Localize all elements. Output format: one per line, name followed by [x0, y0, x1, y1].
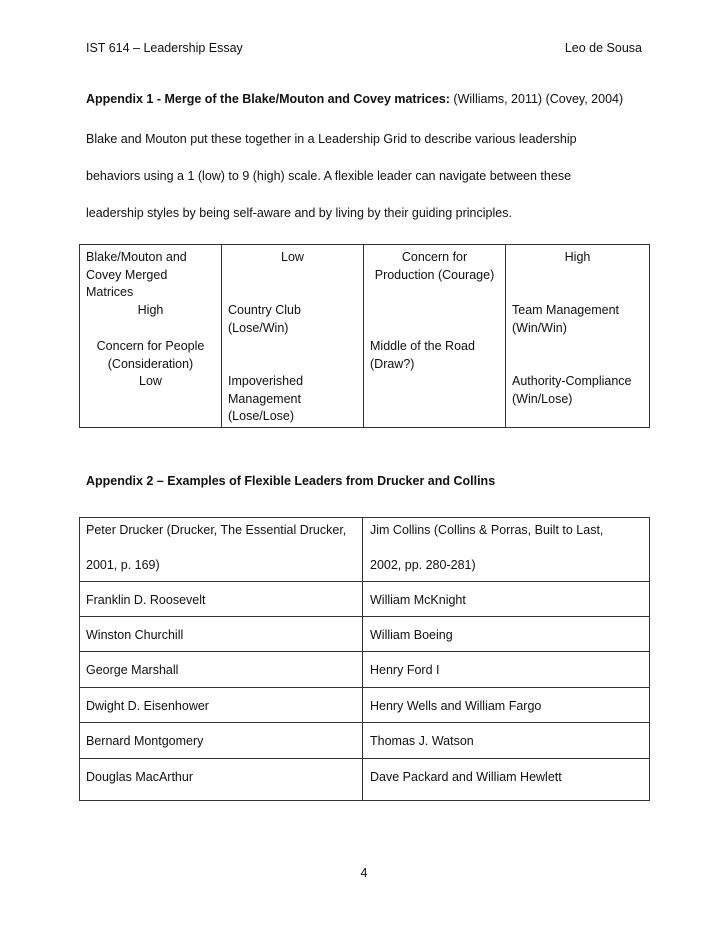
page-number: 4 — [360, 866, 368, 880]
cell-line: Team Management — [512, 303, 620, 317]
cell-line: (Draw?) — [370, 356, 415, 371]
grid-divider — [505, 245, 506, 427]
table-row-divider — [80, 758, 649, 759]
cell-middle-of-the-road — [370, 338, 504, 373]
row-header-line: (Consideration) — [107, 356, 194, 371]
paragraph-line: Blake and Mouton put these together in a Leadership Grid to describe various leadership — [86, 132, 577, 146]
header-drucker-line1: Peter Drucker (Drucker, The Essential Drucker, — [86, 523, 347, 537]
header-collins-line1: Jim Collins (Collins & Porras, Built to Last, — [370, 523, 604, 537]
table-row-collins: Thomas J. Watson — [370, 734, 474, 748]
table-row-collins: Henry Ford I — [370, 663, 440, 677]
row-header-low: Low — [139, 374, 162, 388]
cell-line: Impoverished — [228, 374, 304, 388]
table-row-divider — [80, 722, 649, 723]
col-header-low: Low — [281, 250, 304, 264]
table-row-collins: Dave Packard and William Hewlett — [370, 770, 562, 784]
appendix1-citation: (Williams, 2011) (Covey, 2004) — [449, 92, 624, 106]
cell-line: (Lose/Lose) — [228, 409, 295, 423]
row-header-high: High — [137, 303, 164, 317]
row-header-line: Concern for People — [96, 339, 205, 353]
paragraph-line: behaviors using a 1 (low) to 9 (high) scale. A flexible leader can navigate between these — [86, 169, 572, 183]
header-course: IST 614 – Leadership Essay — [86, 41, 243, 55]
table-row-divider — [80, 651, 649, 652]
table-row-drucker: Franklin D. Roosevelt — [86, 593, 206, 607]
header-collins-line2: 2002, pp. 280-281) — [370, 558, 476, 572]
grid-corner-line: Matrices — [86, 285, 134, 299]
cell-line: Authority-Compliance — [512, 374, 632, 388]
appendix1-title: Appendix 1 - Merge of the Blake/Mouton and Covey matrices: — [86, 92, 450, 106]
table-row-drucker: Winston Churchill — [86, 628, 184, 642]
appendix2-heading — [86, 474, 495, 488]
appendix2-title: Appendix 2 – Examples of Flexible Leaders from Drucker and Collins — [86, 474, 496, 488]
grid-divider — [221, 245, 222, 427]
table-row-collins: Henry Wells and William Fargo — [370, 699, 542, 713]
table-row-drucker: Bernard Montgomery — [86, 734, 204, 748]
table-row-drucker: Douglas MacArthur — [86, 770, 193, 784]
col-header-line: Concern for — [401, 250, 468, 264]
cell-line: (Win/Win) — [512, 320, 567, 335]
flexible-leaders-table — [79, 517, 650, 801]
grid-corner-line: Covey Merged — [86, 267, 168, 282]
cell-country-club — [228, 302, 362, 337]
cell-line: Middle of the Road — [370, 339, 475, 353]
cell-line: (Win/Lose) — [512, 391, 573, 406]
table-row-divider — [80, 616, 649, 617]
cell-authority-compliance — [512, 373, 649, 408]
grid-corner-line: Blake/Mouton and — [86, 250, 187, 264]
appendix1-heading — [86, 92, 623, 106]
table-row-drucker: Dwight D. Eisenhower — [86, 699, 209, 713]
cell-line: Management — [228, 391, 301, 406]
header-drucker-line2: 2001, p. 169) — [86, 558, 160, 572]
row-header-concern-people — [80, 338, 221, 373]
table-row-drucker: George Marshall — [86, 663, 179, 677]
leadership-grid-table — [79, 244, 650, 428]
col-header-line: Production (Courage) — [374, 267, 495, 282]
col-header-concern-production — [364, 249, 505, 284]
cell-line: Country Club — [228, 303, 301, 317]
cell-line: (Lose/Win) — [228, 320, 289, 335]
grid-corner-cell — [86, 249, 218, 302]
table-row-collins: William McKnight — [370, 593, 466, 607]
header-author: Leo de Sousa — [564, 41, 642, 55]
col-header-high: High — [564, 250, 591, 264]
paragraph-line: leadership styles by being self-aware and by living by their guiding principles. — [86, 206, 512, 220]
cell-team-management — [512, 302, 649, 337]
table-row-collins: William Boeing — [370, 628, 453, 642]
table-row-divider — [80, 687, 649, 688]
cell-impoverished-management — [228, 373, 362, 426]
table-row-divider — [80, 581, 649, 582]
